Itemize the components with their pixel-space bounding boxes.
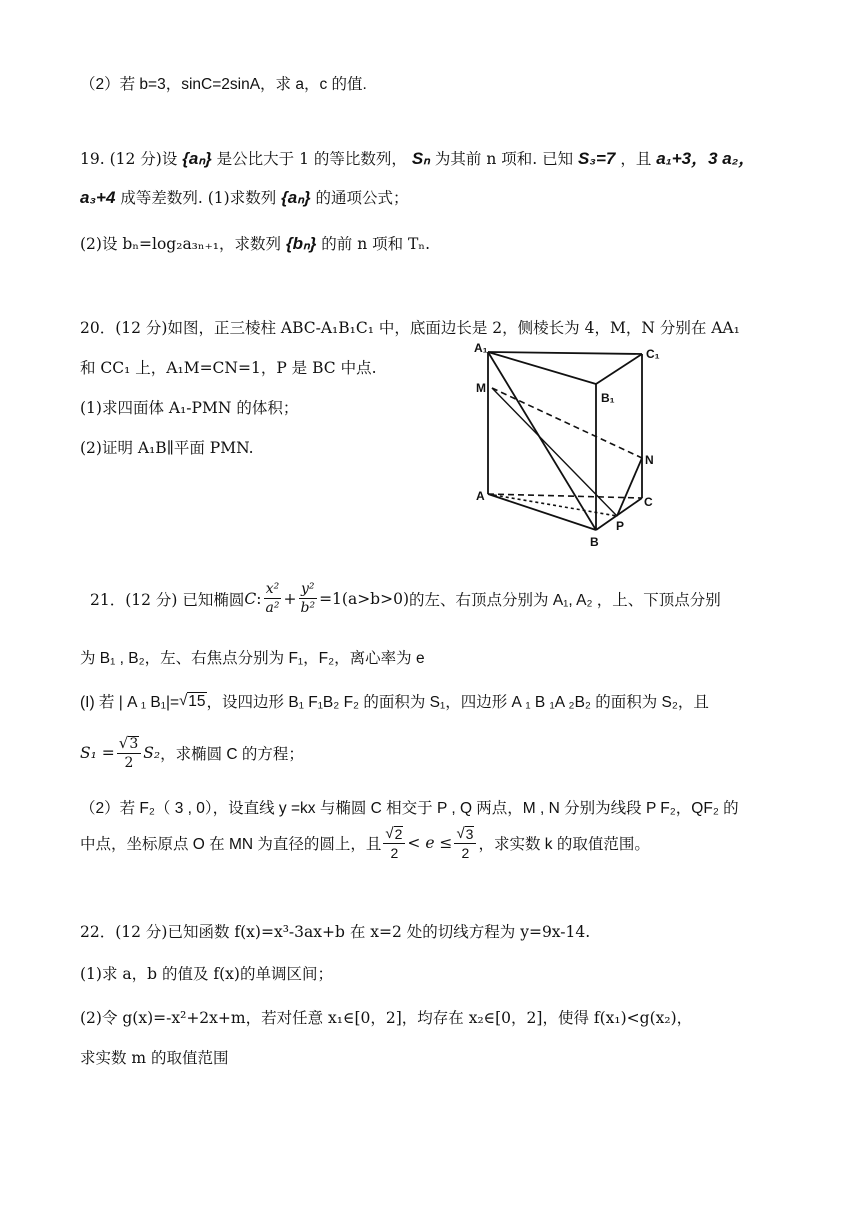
q19-tail1: 成等差数列. (1)求数列 bbox=[120, 189, 277, 207]
q19-seq-b: {bₙ} bbox=[285, 234, 317, 253]
label-p: P bbox=[616, 519, 625, 533]
label-b1: B₁ bbox=[601, 391, 615, 405]
q21-sqrt-15 bbox=[179, 692, 206, 711]
q21-tail: 的左、右顶点分别为 A₁, A₂ ，上、下顶点分别 bbox=[409, 591, 721, 609]
label-b: B bbox=[590, 535, 599, 549]
q21-line1 bbox=[90, 582, 721, 615]
q21-s1-num bbox=[117, 736, 141, 754]
q21-range-mid: < e ≤ bbox=[407, 834, 453, 852]
q21-range-hi-sqrt: 3 bbox=[465, 826, 474, 842]
q21-range-hi bbox=[454, 826, 476, 860]
edge-b1-c1 bbox=[596, 354, 642, 384]
q22-line1: 22．(12 分)已知函数 f(x)=x³-3ax+b 在 x=2 处的切线方程为 y=9x-14. bbox=[80, 923, 591, 941]
sqrt-sign: √ bbox=[456, 825, 465, 842]
q21-s1-lhs: S₁ = bbox=[80, 744, 115, 762]
q19-part2-tail: 的前 n 项和 Tₙ. bbox=[321, 235, 431, 253]
label-c: C bbox=[644, 495, 653, 509]
q19-a1: a₁+3，3 a₂， bbox=[656, 149, 756, 168]
q21-range-hi-den: 2 bbox=[461, 845, 470, 861]
label-n: N bbox=[645, 453, 654, 467]
q19-seq-a-2: {aₙ} bbox=[281, 188, 311, 207]
q22-part2-tail: 求实数 m 的取值范围 bbox=[80, 1049, 229, 1067]
q21-part1-b: ，设四边形 B₁ F₁B₂ F₂ 的面积为 S₁，四边形 A ₁ B ₁A ₂B₂ 的面积为 S₂，且 bbox=[206, 694, 709, 711]
q19-part2 bbox=[80, 232, 430, 254]
q21-frac-y bbox=[298, 582, 317, 615]
q19-mid2: 为其前 n 项和. 已知 bbox=[434, 150, 574, 168]
q19-head: 19. (12 分)设 bbox=[80, 150, 178, 168]
q21-s1-tail: ，求椭圆 C 的方程； bbox=[160, 746, 304, 763]
label-a: A bbox=[476, 489, 485, 503]
q21-part2-line2a: 中点，坐标原点 O 在 MN 为直径的圆上，且 bbox=[80, 836, 382, 853]
label-m: M bbox=[476, 381, 486, 395]
hidden-segment-m-n bbox=[492, 388, 642, 458]
q19-line1 bbox=[80, 144, 755, 169]
q21-part2-line2b: ，求实数 k 的取值范围。 bbox=[478, 836, 650, 853]
q21-s1-den: 2 bbox=[124, 755, 134, 771]
q20-line1: 20．(12 分)如图，正三棱柱 ABC-A₁B₁C₁ 中，底面边长是 2，侧棱长为 4，M，N 分别在 AA₁ bbox=[80, 319, 740, 337]
q18-part2: （2）若 b=3，sinC=2sinA，求 a，c 的值. bbox=[80, 76, 367, 93]
q19-seq-a: {aₙ} bbox=[182, 149, 212, 168]
q21-s1-frac bbox=[117, 736, 141, 770]
q22-part1: (1)求 a，b 的值及 f(x)的单调区间； bbox=[80, 965, 333, 983]
q19-mid1: 是公比大于 1 的等比数列， bbox=[216, 150, 407, 168]
q21-part2-line2 bbox=[80, 826, 650, 860]
q21-s1-equation bbox=[80, 736, 304, 770]
q21-x-num: x² bbox=[265, 581, 280, 597]
q21-part2-line1: （2）若 F₂（ 3 , 0），设直线 y =kx 与椭圆 C 相交于 P , Q 两点，M , N 分别为线段 P F₂，QF₂ 的 bbox=[80, 800, 739, 817]
q21-range-lo bbox=[383, 826, 405, 860]
edge-a1-c1 bbox=[488, 352, 642, 354]
q19-line2 bbox=[80, 186, 409, 208]
q21-x-den: a² bbox=[265, 600, 280, 616]
q19-a3: a₃+4 bbox=[80, 188, 116, 207]
q21-range-hi-num bbox=[454, 826, 476, 844]
hidden-edge-a-c bbox=[488, 494, 642, 498]
q22-part2: (2)令 g(x)=-x²+2x+m，若对任意 x₁∈[0，2]，均存在 x₂∈[0，2]，使得 f(x₁)<g(x₂)， bbox=[80, 1009, 693, 1027]
q19-b-definition: bₙ=log₂a₃ₙ₊₁，求数列 bbox=[122, 235, 282, 253]
q21-range-lo-sqrt: 2 bbox=[394, 826, 403, 842]
q19-s3: S₃=7 bbox=[578, 149, 616, 168]
q21-sqrt-15-value: 15 bbox=[188, 692, 206, 710]
hidden-segment-a-p bbox=[488, 494, 617, 516]
q21-part1 bbox=[80, 690, 709, 712]
sqrt-sign: √ bbox=[179, 691, 188, 709]
prism-figure bbox=[470, 340, 670, 552]
q20-part2: (2)证明 A₁B∥平面 PMN. bbox=[80, 439, 254, 457]
sqrt-sign: √ bbox=[118, 734, 129, 752]
q21-y-num: y² bbox=[301, 581, 315, 597]
q21-y-den: b² bbox=[300, 600, 316, 616]
q21-eq-rest: =1(a>b>0) bbox=[319, 589, 410, 608]
q21-plus: + bbox=[283, 589, 297, 608]
q20-part1: (1)求四面体 A₁-PMN 的体积； bbox=[80, 399, 299, 417]
q21-range-lo-den: 2 bbox=[390, 845, 399, 861]
q21-colon: : bbox=[256, 589, 262, 608]
q21-ellipse-name: C bbox=[244, 589, 257, 608]
q21-s1-sqrt-value: 3 bbox=[129, 736, 139, 752]
label-a1: A₁ bbox=[474, 341, 488, 355]
label-c1: C₁ bbox=[646, 347, 660, 361]
q20-line2: 和 CC₁ 上，A₁M=CN=1，P 是 BC 中点. bbox=[80, 359, 377, 377]
q19-part2-label: (2)设 bbox=[80, 235, 118, 253]
q19-sn: Sₙ bbox=[411, 149, 430, 168]
q21-head: 21．(12 分) 已知椭圆 bbox=[90, 590, 245, 609]
q21-line2: 为 B₁ , B₂，左、右焦点分别为 F₁，F₂，离心率为 e bbox=[80, 650, 425, 667]
sqrt-sign: √ bbox=[385, 825, 394, 842]
q19-tail2: 的通项公式； bbox=[315, 189, 409, 207]
q21-part1-a: (I) 若 | A ₁ B₁|= bbox=[80, 694, 180, 711]
edge-a-b bbox=[488, 494, 596, 530]
q21-frac-x bbox=[264, 582, 282, 615]
q21-s1-rhs: S₂ bbox=[143, 744, 161, 762]
q21-range-lo-num bbox=[383, 826, 405, 844]
q19-mid3: ，且 bbox=[620, 150, 652, 168]
